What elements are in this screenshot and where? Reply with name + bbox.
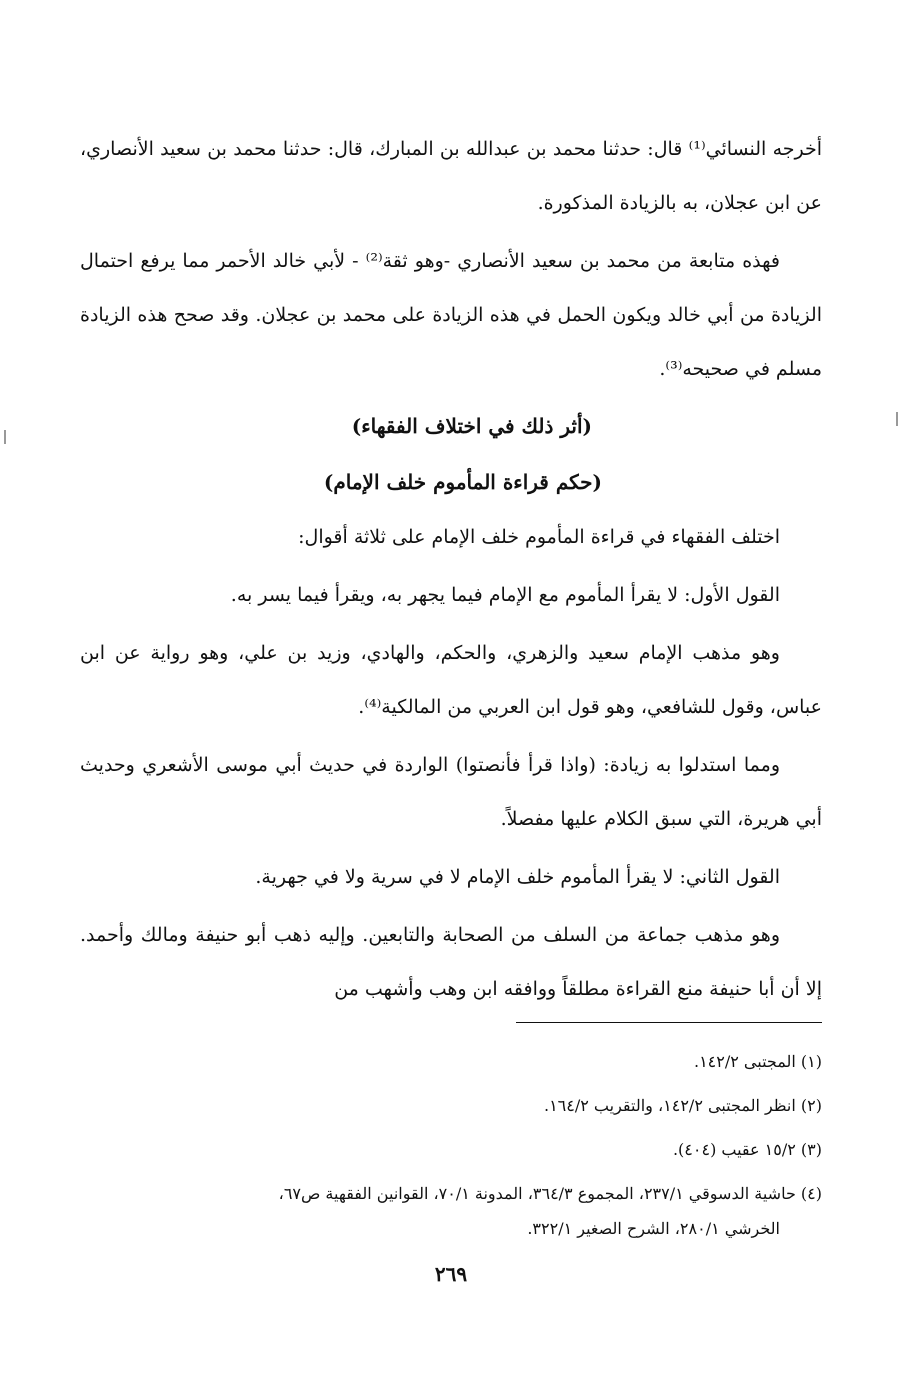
footnotes — [80, 1040, 822, 1246]
footnote-4: (٤) حاشية الدسوقي ٢٣٧/١، المجموع ٣٦٤/٣، المدونة ٧٠/١، القوانين الفقهية ص٦٧، — [278, 1184, 822, 1203]
paragraph-second-opinion: القول الثاني: لا يقرأ المأموم خلف الإمام لا في سرية ولا في جهرية. — [255, 866, 780, 888]
paragraph-second-opinion-holders: وهو مذهب جماعة من السلف من الصحابة والتابعين. وإليه ذهب أبو حنيفة ومالك وأحمد. إلا أن أبا حنيفة منع القراءة مطلقاً ووافقه ابن وهب وأشهب من — [80, 924, 822, 1000]
scan-margin-mark — [4, 430, 6, 444]
footnote-3: (٣) ١٥/٢ عقيب (٤٠٤). — [672, 1140, 822, 1159]
paragraph-corroboration: فهذه متابعة من محمد بن سعيد الأنصاري -وهو ثقة⁽²⁾ - لأبي خالد الأحمر مما يرفع احتمال الزيادة من أبي خالد ويكون الحمل في هذه الزيادة على محمد بن عجلان. وقد صحح هذه الزيادة مسلم في صحيحه⁽³⁾. — [80, 250, 822, 380]
paragraph-three-opinions: اختلف الفقهاء في قراءة المأموم خلف الإمام على ثلاثة أقوال: — [298, 526, 780, 548]
section-heading-jurists-disagreement: (أثر ذلك في اختلاف الفقهاء) — [351, 414, 592, 438]
paragraph-first-opinion: القول الأول: لا يقرأ المأموم مع الإمام فيما يجهر به، ويقرأ فيما يسر به. — [230, 584, 780, 606]
paragraph-nasai-narration: أخرجه النسائي⁽¹⁾ قال: حدثنا محمد بن عبدالله بن المبارك، قال: حدثنا محمد بن سعيد الأنصاري، عن ابن عجلان، به بالزيادة المذكورة. — [80, 138, 823, 214]
footnote-1: (١) المجتبى ١٤٢/٢. — [693, 1052, 822, 1071]
footnote-separator — [516, 1022, 822, 1023]
footnote-2: (٢) انظر المجتبى ١٤٢/٢، والتقريب ١٦٤/٢. — [543, 1096, 822, 1115]
page-body — [80, 122, 822, 1020]
page-number: ٢٦٩ — [434, 1262, 468, 1286]
scan-margin-mark — [896, 412, 898, 426]
paragraph-first-opinion-evidence: ومما استدلوا به زيادة: (واذا قرأ فأنصتوا) الواردة في حديث أبي موسى الأشعري وحديث أبي هريرة، التي سبق الكلام عليها مفصلاً. — [80, 754, 822, 830]
section-heading-recitation-ruling: (حكم قراءة المأموم خلف الإمام) — [323, 470, 602, 494]
paragraph-first-opinion-holders: وهو مذهب الإمام سعيد والزهري، والحكم، والهادي، وزيد بن علي، وهو رواية عن ابن عباس، وقول للشافعي، وهو قول ابن العربي من المالكية⁽⁴⁾. — [80, 642, 822, 718]
footnote-4-continuation: الخرشي ٢٨٠/١، الشرح الصغير ٣٢٢/١. — [527, 1219, 780, 1238]
